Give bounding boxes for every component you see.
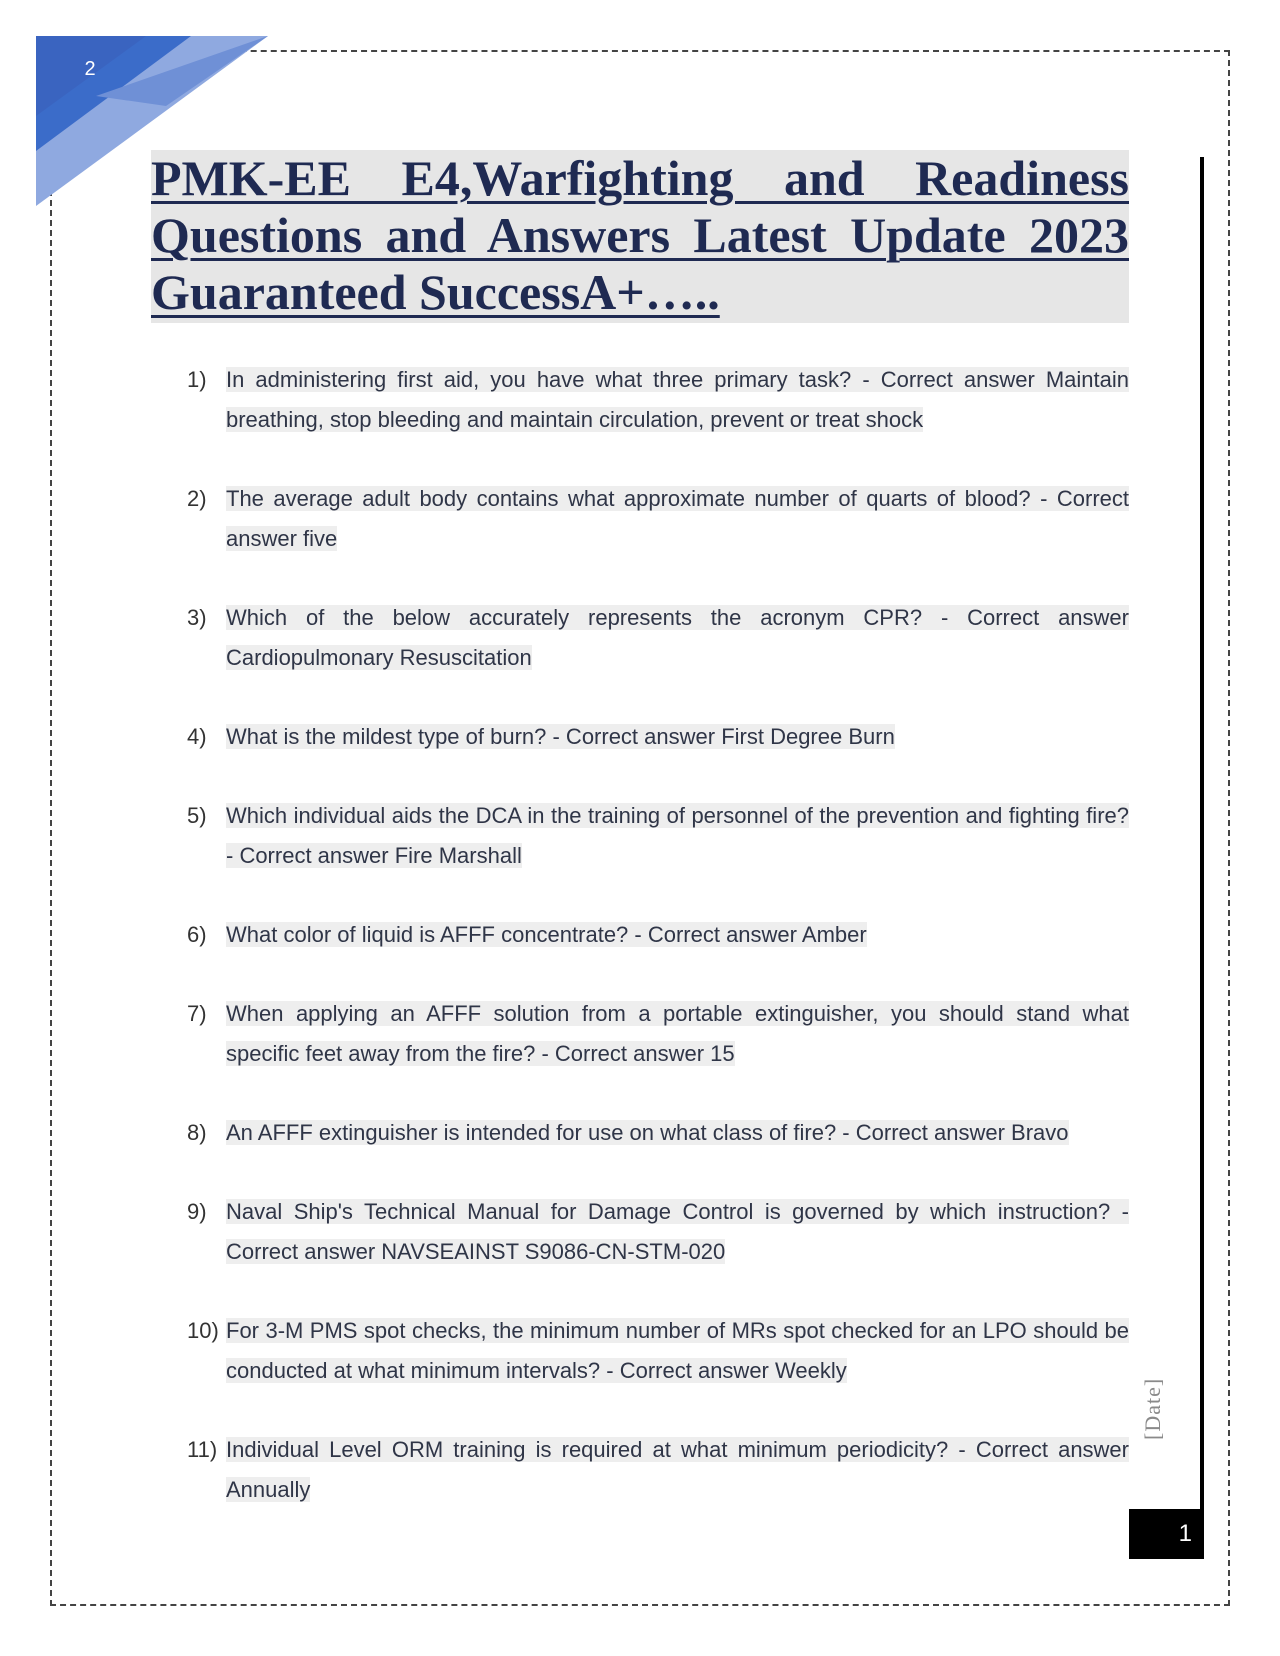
corner-page-number: 2 (84, 58, 96, 80)
item-number: 10) (187, 1318, 219, 1343)
date-placeholder: [Date] (1140, 1377, 1165, 1440)
item-text: Individual Level ORM training is required at what minimum periodicity? - Correct answer Annually (226, 1437, 1129, 1502)
item-text: Which individual aids the DCA in the training of personnel of the prevention and fighting fire? - Correct answer Fire Marshall (226, 803, 1129, 868)
list-item (187, 1113, 1129, 1153)
list-item (187, 1311, 1129, 1391)
item-text: Which of the below accurately represents the acronym CPR? - Correct answer Cardiopulmonary Resuscitation (226, 605, 1129, 670)
page-number: 1 (1178, 1520, 1192, 1547)
list-item (187, 1430, 1129, 1510)
list-item (187, 1192, 1129, 1272)
item-text: An AFFF extinguisher is intended for use on what class of fire? - Correct answer Bravo (226, 1120, 1069, 1145)
item-number: 9) (187, 1199, 207, 1224)
item-text: For 3-M PMS spot checks, the minimum number of MRs spot checked for an LPO should be conducted at what minimum intervals? - Correct answer Weekly (226, 1318, 1129, 1383)
item-text: The average adult body contains what approximate number of quarts of blood? - Correct answer five (226, 486, 1129, 551)
item-number: 6) (187, 922, 207, 947)
item-text: What is the mildest type of burn? - Correct answer First Degree Burn (226, 724, 895, 749)
item-number: 5) (187, 803, 207, 828)
page-number-box (1129, 1509, 1204, 1559)
item-number: 2) (187, 486, 207, 511)
list-item (187, 598, 1129, 678)
item-number: 3) (187, 605, 207, 630)
document-title: PMK-EE E4,Warfighting and Readiness Questions and Answers Latest Update 2023 Guaranteed SuccessA+….. (151, 150, 1129, 323)
list-item (187, 915, 1129, 955)
item-text: What color of liquid is AFFF concentrate? - Correct answer Amber (226, 922, 867, 947)
list-item (187, 994, 1129, 1074)
item-number: 8) (187, 1120, 207, 1145)
item-number: 11) (187, 1437, 218, 1462)
list-item (187, 717, 1129, 757)
right-margin-bar (1200, 157, 1204, 1559)
item-text: In administering first aid, you have what three primary task? - Correct answer Maintain breathing, stop bleeding and maintain circulation, prevent or treat shock (226, 367, 1129, 432)
item-number: 4) (187, 724, 207, 749)
question-list (187, 360, 1129, 1510)
item-number: 7) (187, 1001, 207, 1026)
list-item (187, 796, 1129, 876)
item-number: 1) (187, 367, 207, 392)
list-item (187, 479, 1129, 559)
list-item (187, 360, 1129, 440)
item-text: When applying an AFFF solution from a portable extinguisher, you should stand what specific feet away from the fire? - Correct answer 15 (226, 1001, 1129, 1066)
item-text: Naval Ship's Technical Manual for Damage Control is governed by which instruction? - Correct answer NAVSEAINST S9086-CN-STM-020 (226, 1199, 1129, 1264)
